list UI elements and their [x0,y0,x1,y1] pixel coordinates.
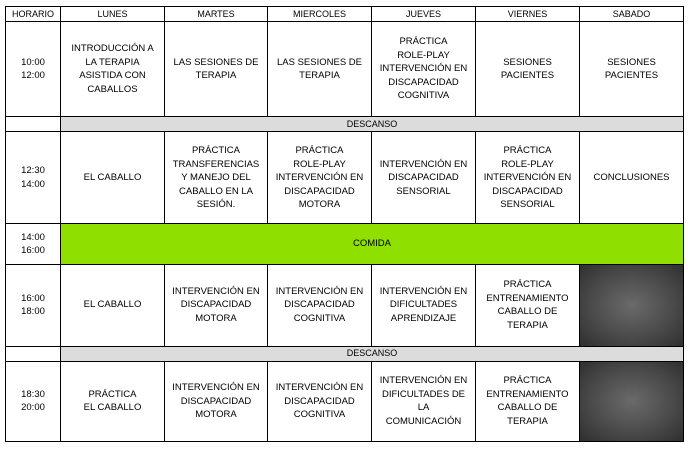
session-cell: LAS SESIONES DE TERAPIA [165,22,268,117]
session-cell: INTERVENCIÓN EN DIFICULTADES APRENDIZAJE [372,264,476,346]
time-slot-empty [6,117,61,132]
time-slot: 16:00 18:00 [6,264,61,346]
session-cell: INTERVENCIÓN EN DISCAPACIDAD COGNITIVA [268,361,372,441]
header-row [6,7,684,22]
session-cell: PRÁCTICA ROLE-PLAY INTERVENCIÓN EN DISCAPACIDAD COGNITIVA [372,22,476,117]
session-cell: EL CABALLO [61,132,165,224]
table-row [6,264,684,346]
descanso-cell: DESCANSO [61,346,684,361]
break-row [6,346,684,361]
header-day-wednesday: MIERCOLES [268,7,372,22]
session-cell: PRÁCTICA EL CABALLO [61,361,165,441]
header-day-friday: VIERNES [476,7,580,22]
time-slot: 18:30 20:00 [6,361,61,441]
table-row [6,132,684,224]
session-cell: PRÁCTICA ENTRENAMIENTO CABALLO DE TERAPIA [476,264,580,346]
table-row [6,361,684,441]
session-cell: INTERVENCIÓN EN DISCAPACIDAD SENSORIAL [372,132,476,224]
time-slot: 14:00 16:00 [6,224,61,264]
session-cell: SESIONES PACIENTES [580,22,684,117]
session-cell: EL CABALLO [61,264,165,346]
session-cell: SESIONES PACIENTES [476,22,580,117]
session-cell: PRÁCTICA ROLE-PLAY INTERVENCIÓN EN DISCAPACIDAD SENSORIAL [476,132,580,224]
session-cell: INTERVENCIÓN EN DISCAPACIDAD MOTORA [165,264,268,346]
session-cell: INTERVENCIÓN EN DIFICULTADES DE LA COMUNICACIÓN [372,361,476,441]
unavailable-cell [580,361,684,441]
descanso-cell: DESCANSO [61,117,684,132]
session-cell: INTRODUCCIÓN A LA TERAPIA ASISTIDA CON CABALLOS [61,22,165,117]
session-cell: PRÁCTICA ROLE-PLAY INTERVENCIÓN EN DISCAPACIDAD MOTORA [268,132,372,224]
header-time: HORARIO [6,7,61,22]
unavailable-cell [580,264,684,346]
session-cell: LAS SESIONES DE TERAPIA [268,22,372,117]
header-day-thursday: JUEVES [372,7,476,22]
session-cell: PRÁCTICA ENTRENAMIENTO CABALLO DE TERAPIA [476,361,580,441]
header-day-monday: LUNES [61,7,165,22]
session-cell: PRÁCTICA TRANSFERENCIAS Y MANEJO DEL CABALLO EN LA SESIÓN. [165,132,268,224]
session-cell: INTERVENCIÓN EN DISCAPACIDAD MOTORA [165,361,268,441]
break-row [6,117,684,132]
time-slot-empty [6,346,61,361]
time-slot: 12:30 14:00 [6,132,61,224]
header-day-tuesday: MARTES [165,7,268,22]
lunch-row [6,224,684,264]
header-day-saturday: SABADO [580,7,684,22]
session-cell: CONCLUSIONES [580,132,684,224]
session-cell: INTERVENCIÓN EN DISCAPACIDAD COGNITIVA [268,264,372,346]
time-slot: 10:00 12:00 [6,22,61,117]
table-row [6,22,684,117]
schedule-table [5,6,684,442]
comida-cell: COMIDA [61,224,684,264]
